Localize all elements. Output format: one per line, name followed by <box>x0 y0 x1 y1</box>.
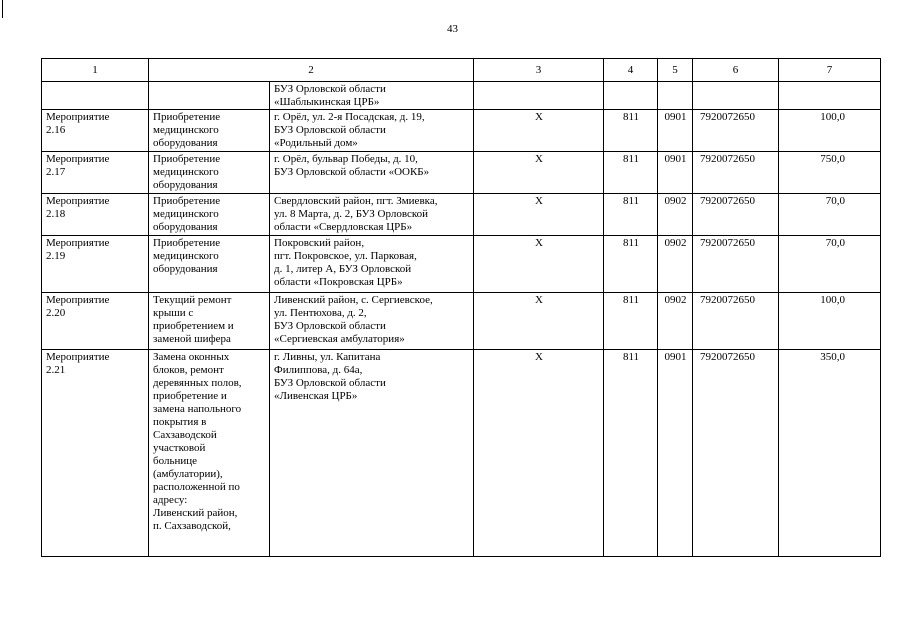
col5-cell <box>658 82 693 110</box>
event-cell: Мероприятие 2.17 <box>42 152 149 194</box>
table-row-continuation <box>42 82 881 110</box>
col5-cell: 0902 <box>658 194 693 236</box>
address-cell: г. Ливны, ул. Капитана Филиппова, д. 64а, БУЗ Орловской области «Ливенская ЦРБ» <box>270 350 474 557</box>
col4-cell: 811 <box>604 152 658 194</box>
col5-cell: 0901 <box>658 152 693 194</box>
col7-cell: 70,0 <box>779 194 881 236</box>
col7-cell: 70,0 <box>779 236 881 293</box>
col3-cell: X <box>474 350 604 557</box>
name-cell <box>149 82 270 110</box>
col7-cell: 750,0 <box>779 152 881 194</box>
col5-cell: 0901 <box>658 350 693 557</box>
name-cell: Приобретение медицинского оборудования <box>149 110 270 152</box>
col3-cell <box>474 82 604 110</box>
table-row <box>42 152 881 194</box>
col6-cell: 7920072650 <box>693 194 779 236</box>
header-col-1: 1 <box>42 59 149 82</box>
name-cell: Текущий ремонт крыши с приобретением и заменой шифера <box>149 293 270 350</box>
header-col-5: 5 <box>658 59 693 82</box>
col5-cell: 0902 <box>658 293 693 350</box>
address-cell: г. Орёл, ул. 2-я Посадская, д. 19, БУЗ Орловской области «Родильный дом» <box>270 110 474 152</box>
col5-cell: 0902 <box>658 236 693 293</box>
header-col-6: 6 <box>693 59 779 82</box>
table-row <box>42 110 881 152</box>
address-cell: г. Орёл, бульвар Победы, д. 10, БУЗ Орловской области «ООКБ» <box>270 152 474 194</box>
name-cell: Приобретение медицинского оборудования <box>149 194 270 236</box>
header-col-2: 2 <box>149 59 474 82</box>
col4-cell: 811 <box>604 236 658 293</box>
event-cell: Мероприятие 2.18 <box>42 194 149 236</box>
name-cell: Замена оконных блоков, ремонт деревянных полов, приобретение и замена напольного покрытия в Сахзаводской участковой больнице (амбулатории), расположенной по адресу: Ливенский район, п. Сахзаводской, <box>149 350 270 557</box>
col4-cell: 811 <box>604 110 658 152</box>
event-cell: Мероприятие 2.20 <box>42 293 149 350</box>
col6-cell: 7920072650 <box>693 152 779 194</box>
col7-cell <box>779 82 881 110</box>
event-cell <box>42 82 149 110</box>
header-col-3: 3 <box>474 59 604 82</box>
budget-table <box>41 58 881 557</box>
col6-cell: 7920072650 <box>693 350 779 557</box>
event-cell: Мероприятие 2.16 <box>42 110 149 152</box>
col7-cell: 350,0 <box>779 350 881 557</box>
table-row <box>42 194 881 236</box>
table-row <box>42 293 881 350</box>
col6-cell: 7920072650 <box>693 110 779 152</box>
col4-cell: 811 <box>604 350 658 557</box>
page-number: 43 <box>447 23 458 35</box>
col7-cell: 100,0 <box>779 110 881 152</box>
address-cell: Покровский район, пгт. Покровское, ул. Парковая, д. 1, литер А, БУЗ Орловской области «Покровская ЦРБ» <box>270 236 474 293</box>
col3-cell: X <box>474 152 604 194</box>
event-cell: Мероприятие 2.21 <box>42 350 149 557</box>
col7-cell: 100,0 <box>779 293 881 350</box>
name-cell: Приобретение медицинского оборудования <box>149 152 270 194</box>
header-row <box>42 59 881 82</box>
header-col-4: 4 <box>604 59 658 82</box>
col3-cell: X <box>474 236 604 293</box>
col3-cell: X <box>474 194 604 236</box>
table-row <box>42 350 881 557</box>
col4-cell: 811 <box>604 194 658 236</box>
col5-cell: 0901 <box>658 110 693 152</box>
table-row <box>42 236 881 293</box>
col4-cell: 811 <box>604 293 658 350</box>
col6-cell: 7920072650 <box>693 293 779 350</box>
event-cell: Мероприятие 2.19 <box>42 236 149 293</box>
col6-cell: 7920072650 <box>693 236 779 293</box>
col3-cell: X <box>474 293 604 350</box>
corner-mark <box>2 0 3 18</box>
col3-cell: X <box>474 110 604 152</box>
col6-cell <box>693 82 779 110</box>
name-cell: Приобретение медицинского оборудования <box>149 236 270 293</box>
address-cell: БУЗ Орловской области «Шаблыкинская ЦРБ» <box>270 82 474 110</box>
address-cell: Ливенский район, с. Сергиевское, ул. Пентюхова, д. 2, БУЗ Орловской области «Сергиевская амбулатория» <box>270 293 474 350</box>
col4-cell <box>604 82 658 110</box>
address-cell: Свердловский район, пгт. Змиевка, ул. 8 Марта, д. 2, БУЗ Орловской области «Свердловская ЦРБ» <box>270 194 474 236</box>
header-col-7: 7 <box>779 59 881 82</box>
